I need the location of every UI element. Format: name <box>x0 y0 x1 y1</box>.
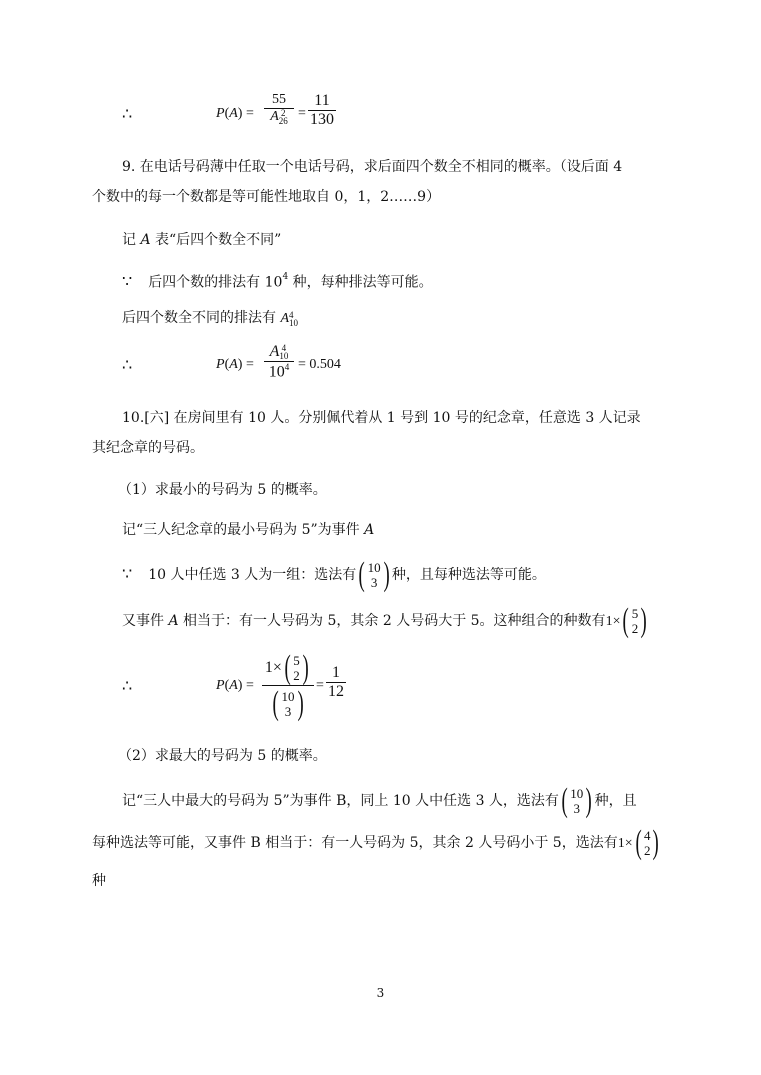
eq3-denominator <box>262 686 314 720</box>
eq3-result-numerator: 1 <box>332 664 340 681</box>
q10-also: 又事件 A 相当于：有一人号码为 5，其余 2 人号码大于 5。这种组合的种数有1× ( 5 2 ) <box>122 604 650 639</box>
eq3-equals: = <box>316 678 324 693</box>
binom-5-choose-2: ( 5 2 ) <box>623 602 648 639</box>
eq1-result-denominator: 130 <box>310 111 334 128</box>
q10-note2b: 每种选法等可能，又事件 B 相当于：有一人号码为 5，其余 2 人号码小于 5，选法有1× ( 4 2 ) <box>92 826 662 861</box>
page-number: 3 <box>376 986 385 1000</box>
eq1-numerator: 55 <box>272 92 286 107</box>
q10-note1: 记“三人纪念章的最小号码为 5”为事件 A <box>122 522 375 538</box>
eq1-lhs: P(A) = <box>216 106 254 121</box>
binom-10-choose-3: ( 10 3 ) <box>561 782 593 819</box>
eq1-fraction <box>264 92 294 125</box>
eq3-lhs: P(A) = <box>216 678 254 693</box>
eq1-denominator: A 2 26 <box>270 108 288 126</box>
q10-note2c: 种 <box>92 873 106 889</box>
q10-line1: 10.[六] 在房间里有 10 人。分别佩代着从 1 号到 10 号的纪念章，任意选 3 人记录 <box>122 410 641 426</box>
eq2-denominator: $10^4$ <box>268 362 290 381</box>
q9-distinct: 后四个数全不同的排法有 A 4 10 <box>122 309 299 328</box>
eq2-lhs: P(A) = <box>216 357 254 372</box>
eq3-numerator: 1× ( 5 2 ) <box>262 651 314 685</box>
eq3-result-denominator: 12 <box>328 683 344 700</box>
therefore-symbol: ∴ <box>122 104 133 123</box>
eq3-result <box>326 664 346 701</box>
eq1-result <box>308 92 336 129</box>
q9-line1: 9. 在电话号码薄中任取一个电话号码，求后面四个数全不相同的概率。（设后面 4 <box>122 159 623 175</box>
binom-10-choose-3: ( 10 3 ) <box>358 556 390 593</box>
q9-note: 记 A 表“后四个数全不同” <box>122 232 282 248</box>
q10-subquestion2: （2）求最大的号码为 5 的概率。 <box>118 748 327 764</box>
q9-since: ∵ 后四个数的排法有 $10^4$ 种，每种排法等可能。 <box>122 271 433 291</box>
therefore-symbol: ∴ <box>122 676 133 695</box>
q10-subquestion1: （1）求最小的号码为 5 的概率。 <box>118 482 327 498</box>
q10-line2: 其纪念章的号码。 <box>92 440 204 456</box>
q10-note2a: 记“三人中最大的号码为 5”为事件 B，同上 10 人中任选 3 人，选法有 ( 10 3 ) 种，且 <box>122 782 637 819</box>
binom-5-choose-2: ( 5 2 ) <box>284 649 309 687</box>
q10-since: ∵ 10 人中任选 3 人为一组：选法有 ( 10 3 ) 种，且每种选法等可能。 <box>122 556 546 593</box>
eq2-fraction <box>264 343 294 381</box>
binom-4-choose-2: ( 4 2 ) <box>635 824 660 861</box>
eq2-numerator: A 4 10 <box>269 343 289 362</box>
eq3-fraction <box>262 651 314 721</box>
binom-10-choose-3: ( 10 3 ) <box>272 684 304 722</box>
eq1-equals: = <box>298 106 306 121</box>
therefore-symbol: ∴ <box>122 355 133 374</box>
eq1-result-numerator: 11 <box>314 92 330 109</box>
eq2-rhs: = 0.504 <box>298 357 341 372</box>
q9-line2: 个数中的每一个数都是等可能性地取自 0，1，2……9） <box>92 189 441 205</box>
